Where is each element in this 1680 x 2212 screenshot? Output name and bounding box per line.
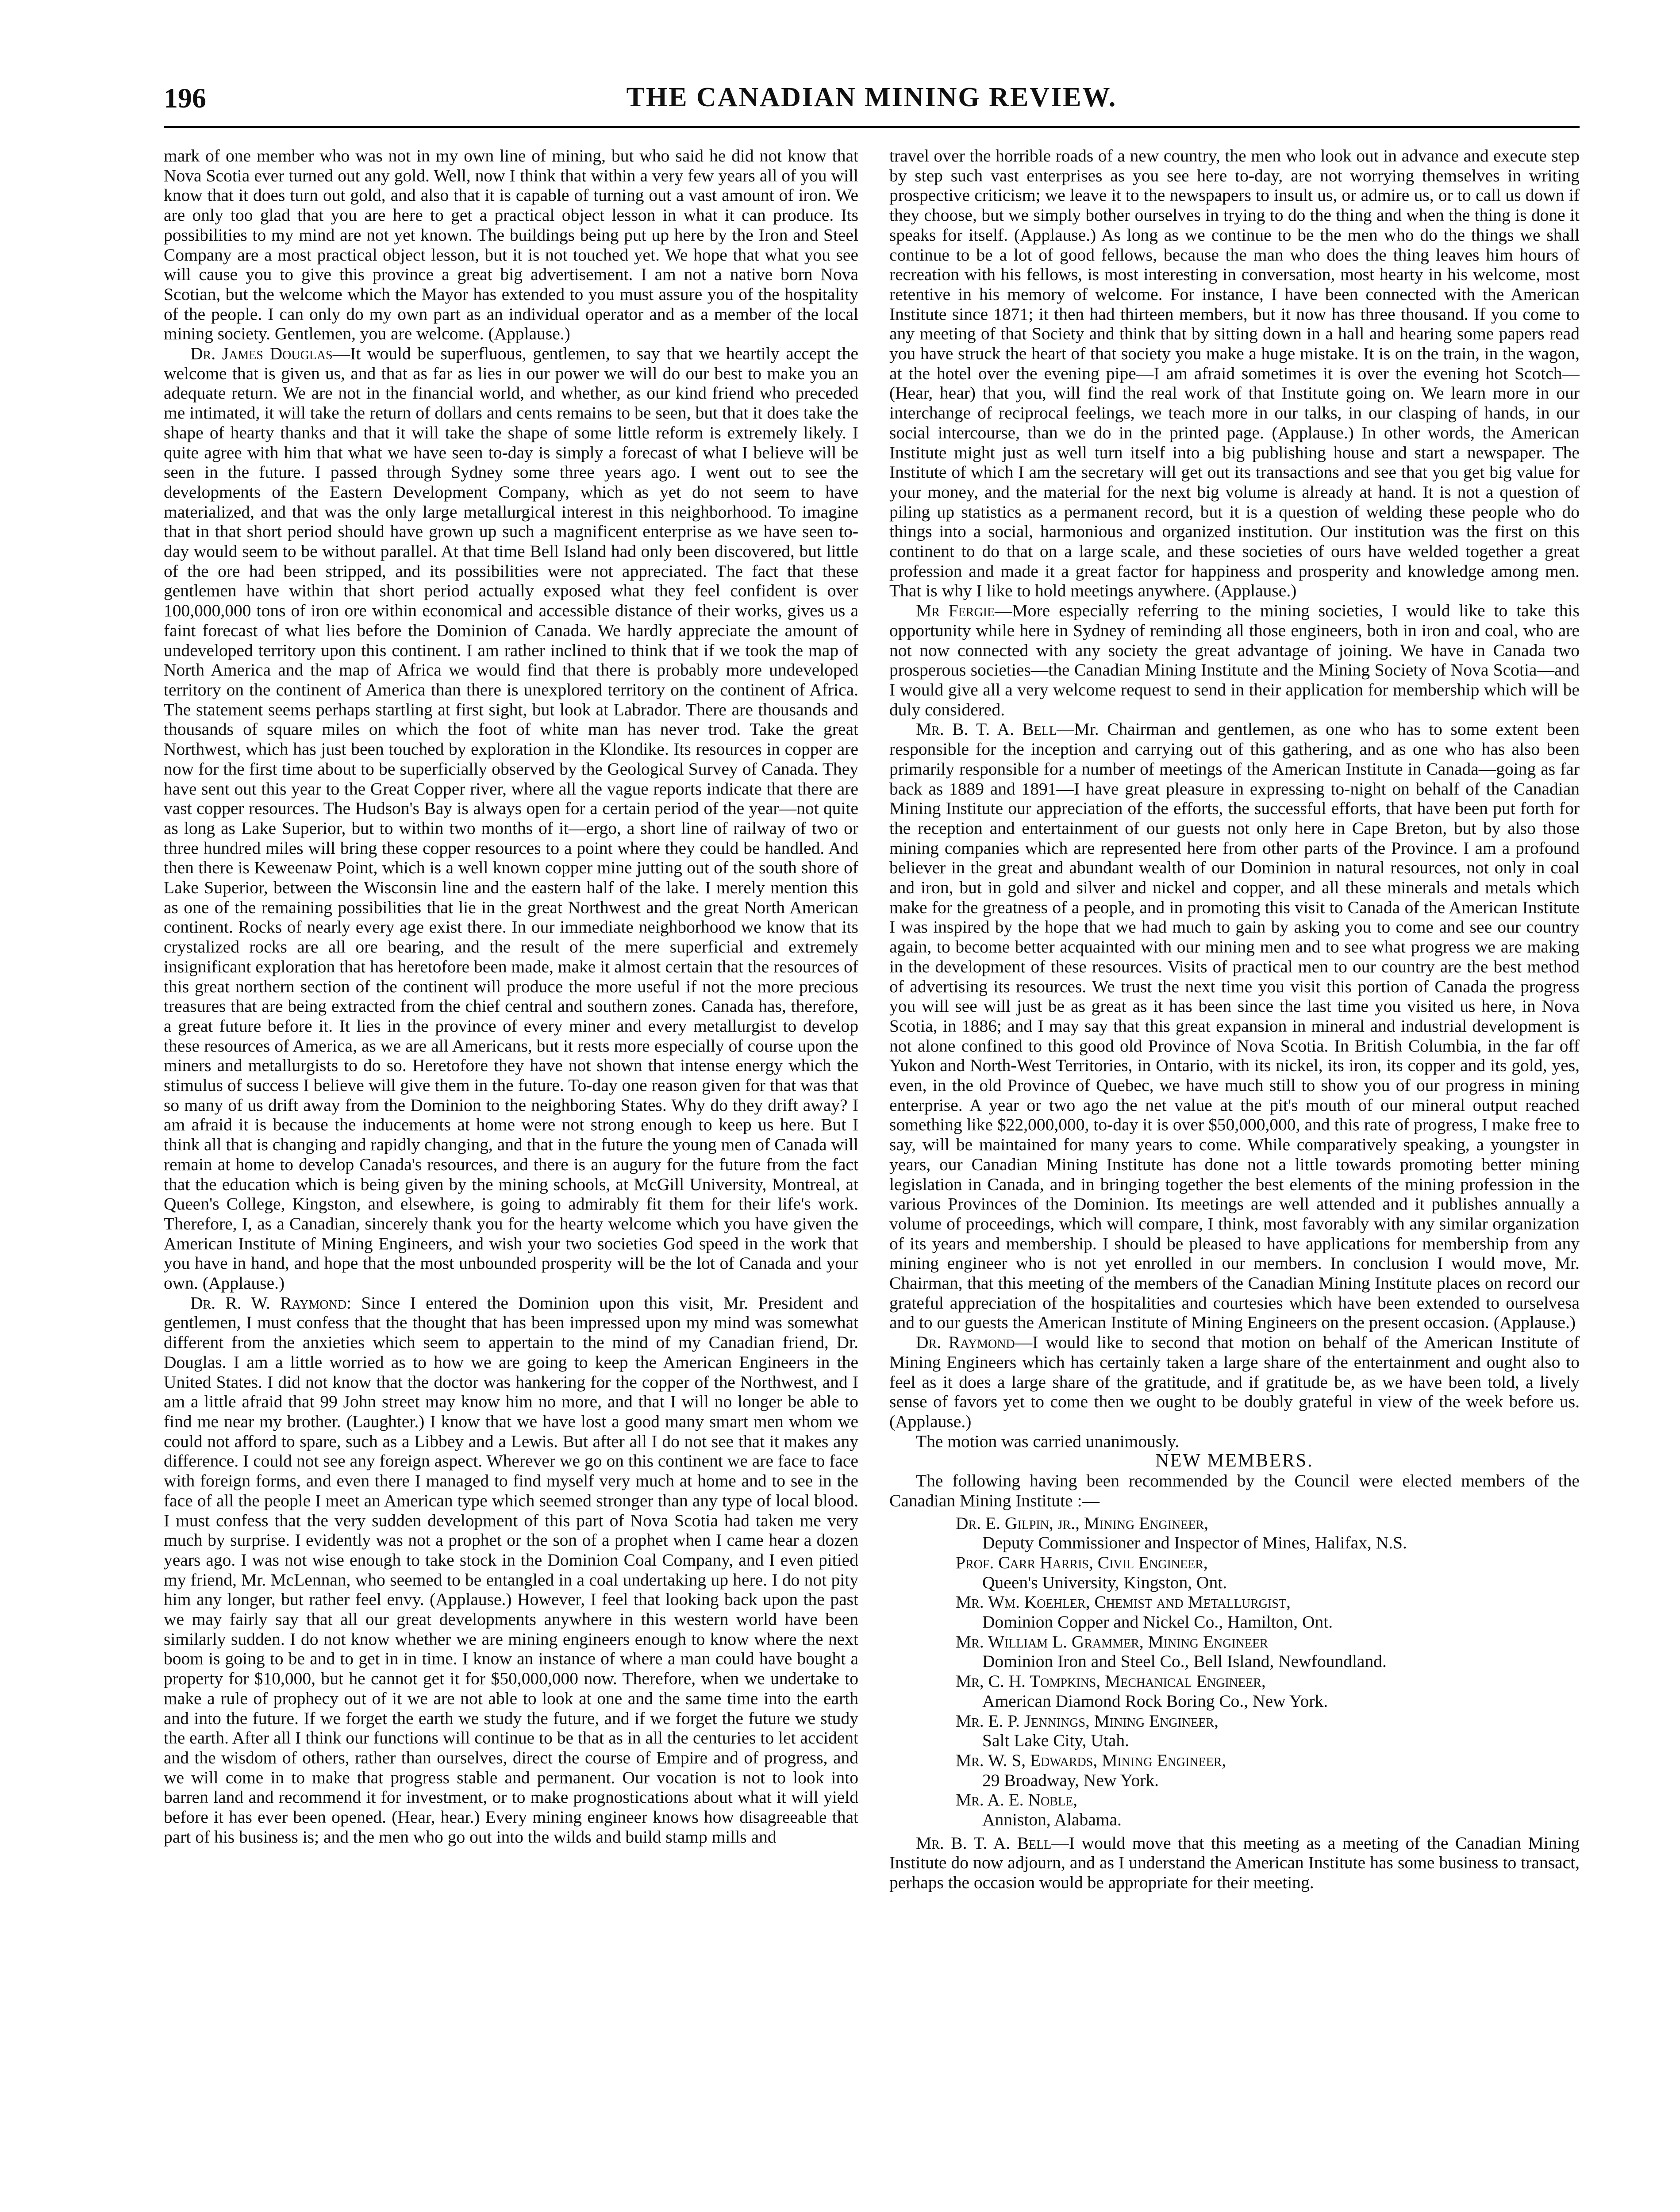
member-name: Mr, C. H. Tompkins, Mechanical Engineer,	[956, 1671, 1266, 1691]
speaker-name: Dr. Raymond	[916, 1333, 1015, 1352]
paragraph: travel over the horrible roads of a new country, the men who look out in advance and execute step by step such vast enterprises as you see here to-day, are not worrying themselves in writing prospective criticism; we leave it to the newspapers to insult us, or admire us, or to call us down if they choose, but we simply bother ourselves in trying to do the thing and when the thing is done it speaks for itself. (Applause.) As long as we continue to be the men who do the things we shall continue to be a lot of good fellows, because the man who does the thing leaves him hours of recreation with his fellows, is most interesting in conversation, most hearty in his welcome, most retentive in his memory of welcome. For instance, I have been connected with the American Institute since 1871; it then had thirteen members, but it now has three thousand. If you come to any meeting of that Society and think that by sitting down in a hall and hearing some papers read you have struck the heart of that society you make a huge mistake. It is on the train, in the wagon, at the hotel over the evening pipe—I am afraid sometimes it is over the evening hot Scotch—(Hear, hear) that you, will find the real work of that Institute going on. We learn more in our interchange of reciprocal feelings, we teach more in our talks, in our clasping of hands, in our social intercourse, than we do in the printed page. (Applause.) In other words, the American Institute might just as well turn itself into a big publishing house and start a newspaper. The Institute of which I am the secretary will get out its transactions and see that you get big value for your money, and the material for the next big volume is already at hand. It is not a question of piling up statistics as a permanent record, but it is a question of welding these people who do things into a social, harmonious and organized institution. Our institution was the first on this continent to do that on a large scale, and these societies of ours have welded together a great profession and made it a great factor for happiness and prosperity and knowledge among men. That is why I like to hold meetings anywhere. (Applause.)	[889, 146, 1580, 601]
journal-title: THE CANADIAN MINING REVIEW.	[626, 82, 1117, 112]
section-title: NEW MEMBERS.	[1155, 1451, 1314, 1471]
member-name: Mr. William L. Grammer, Mining Engineer	[956, 1632, 1268, 1651]
paragraph: mark of one member who was not in my own line of mining, but who said he did not know that Nova Scotia ever turned out any gold. Well, now I think that within a very few years all of you will know that it does turn out gold, and also that it is capable of turning out a vast amount of iron. We are only too glad that you are here to get a practical object lesson in what it can produce. Its possibilities to my mind are not yet known. The buildings being put up here by the Iron and Steel Company are a most practical object lesson, but it is not touched yet. We hope that what you see will cause you to give this province a great big advertisement. I am not a native born Nova Scotian, but the welcome which the Mayor has extended to you must assure you of the hospitality of the people. I can only do my own part as an individual operator and as a member of the local mining society. Gentlemen, you are welcome. (Applause.)	[164, 146, 858, 344]
member-role: 29 Broadway, New York.	[982, 1770, 1159, 1790]
member-role: Deputy Commissioner and Inspector of Mines, Halifax, N.S.	[982, 1533, 1407, 1553]
member-role: American Diamond Rock Boring Co., New York.	[982, 1691, 1328, 1711]
member-name: Dr. E. Gilpin, jr., Mining Engineer,	[956, 1513, 1209, 1533]
paragraph	[164, 1293, 858, 1847]
list-item	[889, 1751, 1580, 1790]
right-column	[889, 146, 1580, 2212]
paragraph	[164, 344, 858, 1293]
list-item	[889, 1553, 1580, 1592]
member-role: Dominion Iron and Steel Co., Bell Island, Newfoundland.	[982, 1651, 1387, 1671]
list-item	[889, 1592, 1580, 1632]
paragraph-text: —I would like to second that motion on behalf of the American Institute of Mining Engineers which has certainly taken a large share of the entertainment and ought also to feel as it does a large share of the gratitude, and if gratitude be, as we have been told, a lively sense of favors yet to come then we ought to be doubly grateful in view of the week before us. (Applause.)	[889, 1333, 1580, 1431]
paragraph-text: —Mr. Chairman and gentlemen, as one who has to some extent been responsible for the inception and carrying out of this gathering, and as one who has also been primarily responsible for a number of meetings of the American Institute in Canada—going as far back as 1889 and 1891—I have great pleasure in expressing to-night on behalf of the Canadian Mining Institute our appreciation of the efforts, the successful efforts, that have been put forth for the reception and entertainment of our guests not only here in Cape Breton, but by also those mining companies which are represented here from other parts of the Province. I am a profound believer in the great and abundant wealth of our Dominion in natural resources, not only in coal and iron, but in gold and silver and nickel and copper, and all these minerals and metals which make for the greatness of a people, and in promoting this visit to Canada of the American Institute I was inspired by the hope that we had much to gain by asking you to come and see our country again, to become better acquainted with our mining men and to see what progress we are making in the development of these resources. Visits of practical men to our country are the best method of advertising its resources. We trust the next time you visit this portion of Canada the progress you will see will just be as great as it has been since the last time you visited us here, in Nova Scotia, in 1886; and I may say that this great expansion in mineral and industrial development is not alone confined to this good old Province of Nova Scotia. In British Columbia, in the far off Yukon and North-West Territories, in Ontario, with its nickel, its iron, its copper and its gold, yes, even, in the old Province of Quebec, we have much still to show you of our progress in mining enterprise. A year or two ago the net value at the pit's mouth of our mineral output reached something like $22,000,000, to-day it is over $50,000,000, and this rate of progress, I make free to say, will be maintained for many years to come. While comparatively speaking, a youngster in years, our Canadian Mining Institute has done not a little towards promoting better mining legislation in Canada, and in bringing together the best elements of the mining profession in the various Provinces of the Dominion. Its meetings are well attended and it publishes annually a volume of proceedings, which will compare, I think, most favorably with any similar organization of its years and membership. I should be pleased to have applications for membership from any mining engineer who is not yet enrolled in our members. In conclusion I would move, Mr. Chairman, that this meeting of the members of the Canadian Mining Institute places on record our grateful appreciation of the hospitalities and courtesies which have been extended to ourselvesa and to our guests the American Institute of Mining Engineers on the present occasion. (Applause.)	[889, 719, 1580, 1333]
paragraph-text: —It would be superfluous, gentlemen, to say that we heartily accept the welcome that is given us, and that as far as lies in our power we will do our best to make you an adequate return. We are not in the financial world, and whether, as our kind friend who preceded me intimated, it will take the return of dollars and cents remains to be seen, but that it does take the shape of hearty thanks and that it will take the shape of some little reform is extremely likely. I quite agree with him that what we have seen to-day is simply a forecast of what I believe will be seen in the future. I passed through Sydney some three years ago. I went out to see the developments of the Eastern Development Company, which as yet do not seem to have materialized, and that was the only large metallurgical interest in this neighborhood. To imagine that in that short period should have grown up such a magnificent enterprise as we have seen to-day would seem to be without parallel. At that time Bell Island had only been discovered, but little of the ore had been stripped, and its possibilities were not appreciated. The fact that these gentlemen have within that short period actually exposed what they feel confident is over 100,000,000 tons of iron ore within economical and accessible distance of their works, gives us a faint forecast of what lies before the Dominion of Canada. We hardly appreciate the amount of undeveloped territory upon this continent. I am rather inclined to think that if we took the map of North America and the map of Africa we would find that there is probably more undeveloped territory on the continent of America than there is unexplored territory on the continent of Africa. The statement seems perhaps startling at first sight, but look at Labrador. There are thousands and thousands of square miles on which the foot of white man has never trod. Take the great Northwest, which has just been touched by exploration in the Klondike. Its resources in copper are now for the first time about to be superficially observed by the Geological Survey of Canada. They have sent out this year to the Great Copper river, where all the vague reports indicate that there are vast copper resources. The Hudson's Bay is always open for a certain period of the year—not quite as long as Lake Superior, but to within two months of it—ergo, a short line of railway of two or three hundred miles will bring these copper resources to a point where they could be handled. And then there is Keweenaw Point, which is a well known copper mine jutting out of the south shore of Lake Superior, between the Wisconsin line and the eastern half of the lake. I merely mention this as one of the remaining possibilities that lie in the great Northwest and the great North American continent. Rocks of nearly every age exist there. In our immediate neighborhood we know that its crystalized rocks are all ore bearing, and the result of the mere superficial and extremely insignificant exploration that has heretofore been made, make it almost certain that the resources of this great northern section of the continent will produce the more useful if not the more precious treasures that are being extracted from the chief central and southern zones. Canada has, therefore, a great future before it. It lies in the province of every miner and every metallurgist to develop these resources of America, as we are all Americans, but it rests more especially of course upon the miners and metallurgists to do so. Heretofore they have not shown that intense energy which the stimulus of success I believe will give them in the future. To-day one reason given for that was that so many of us drift away from the Dominion to the neighboring States. Why do they drift away? I am afraid it is because the inducements at home were not strong enough to keep us here. But I think all that is changing and rapidly changing, and that in the future the young men of Canada will remain at home to develop Canada's resources, and there is an augury for the future from the fact that the education which is being given by the mining schools, at McGill University, Montreal, at Queen's College, Kingston, and elsewhere, is going to admirably fit them for their life's work. Therefore, I, as a Canadian, sincerely thank you for the hearty welcome which you have given the American Institute of Mining Engineers, and wish your two societies God speed in the work that you have in hand, and hope that the most unbounded prosperity will be the lot of Canada and your own. (Applause.)	[164, 344, 858, 1293]
speaker-name: Mr. B. T. A. Bell	[916, 719, 1057, 739]
page-header	[164, 82, 1580, 131]
list-item	[889, 1671, 1580, 1711]
member-role: Dominion Copper and Nickel Co., Hamilton, Ont.	[982, 1612, 1333, 1632]
member-role: Salt Lake City, Utah.	[982, 1731, 1130, 1751]
list-item	[889, 1513, 1580, 1553]
member-name: Mr. E. P. Jennings, Mining Engineer,	[956, 1711, 1219, 1731]
member-role: Queen's University, Kingston, Ont.	[982, 1572, 1227, 1592]
paragraph-text: : Since I entered the Dominion upon this visit, Mr. President and gentlemen, I must confess that the thought that has been impressed upon my mind was somewhat different from the anxieties which seem to appertain to the mind of my Canadian friend, Dr. Douglas. I am a little worried as to how we are going to keep the American Engineers in the United States. I did not know that the doctor was hankering for the copper of the Northwest, and I am a little afraid that 99 John street may know him no more, and that I will no longer be able to find me near my brother. (Laughter.) I know that we have lost a good many smart men whom we could not afford to spare, such as a Libbey and a Lewis. But after all I do not see that it makes any difference. I could not see any foreign aspect. Wherever we go on this continent we are face to face with foreign forms, and even there I managed to find myself very much at home and to see in the face of all the people I meet an American type which seemed stronger than any type of local blood. I must confess that the very sudden development of this part of Nova Scotia had taken me very much by surprise. I evidently was not a prophet or the son of a prophet when I came hear a dozen years ago. I was not wise enough to take stock in the Dominion Coal Company, and I even pitied my friend, Mr. McLennan, who seemed to be entangled in a coal undertaking up here. I do not pity him any longer, but rather feel envy. (Applause.) However, I feel that looking back upon the past we may fairly say that all our great developments anywhere in this western world have been similarly sudden. I do not know whether we are mining engineers enough to know where the next boom is going to be and to get in in time. I know an instance of where a man could have bought a property for $10,000, but he cannot get it for $50,000,000 now. Therefore, when we undertake to make a rule of prophecy out of it we are not able to look at one and the same time into the earth and into the future. If we forget the earth we study the future, and if we forget the future we study the earth. After all I think our functions will continue to be that as in all the centuries to let accident and the wisdom of others, rather than ourselves, direct the course of Empire and of progress, and we will come in to make that progress stable and permanent. Our vocation is not to look into barren land and recommend it for investment, or to make prognostications about what it will yield before it has ever been opened. (Hear, hear.) Every mining engineer knows how disagreeable that part of his business is; and the men who go out into the wilds and build stamp mills and	[164, 1293, 858, 1847]
list-item	[889, 1790, 1580, 1829]
list-item	[889, 1711, 1580, 1751]
paragraph: The motion was carried unanimously.	[916, 1431, 1180, 1451]
paragraph-text: —More especially referring to the mining societies, I would like to take this opportunity while here in Sydney of reminding all those engineers, both in iron and coal, who are not now connected with any society the great advantage of joining. We have in Canada two prosperous societies—the Canadian Mining Institute and the Mining Society of Nova Scotia—and I would give all a very welcome request to send in their application for membership which will be duly considered.	[889, 601, 1580, 719]
page-number: 196	[164, 82, 206, 114]
member-name: Mr. A. E. Noble,	[956, 1790, 1078, 1810]
header-rule	[164, 126, 1580, 128]
members-list	[889, 1513, 1580, 1830]
member-name: Mr. Wm. Koehler, Chemist and Metallurgist,	[956, 1592, 1291, 1612]
paragraph	[889, 1833, 1580, 1893]
speaker-name: Mr Fergie	[916, 601, 995, 621]
member-name: Mr. W. S, Edwards, Mining Engineer,	[956, 1750, 1226, 1770]
list-item	[889, 1632, 1580, 1671]
speaker-name: Dr. James Douglas	[190, 344, 333, 364]
paragraph	[889, 1333, 1580, 1432]
paragraph-text: —I would move that this meeting as a meeting of the Canadian Mining Institute do now adjourn, and as I understand the American Institute has some business to transact, perhaps the occasion would be appropriate for their meeting.	[889, 1833, 1580, 1893]
member-name: Prof. Carr Harris, Civil Engineer,	[956, 1552, 1208, 1572]
paragraph: The following having been recommended by the Council were elected members of the Canadian Mining Institute :—	[889, 1471, 1580, 1510]
speaker-name: Mr. B. T. A. Bell	[916, 1833, 1052, 1853]
left-column	[164, 146, 858, 2212]
paragraph	[889, 719, 1580, 1333]
member-role: Anniston, Alabama.	[982, 1810, 1122, 1830]
paragraph	[889, 601, 1580, 719]
speaker-name: Dr. R. W. Raymond	[190, 1293, 347, 1313]
